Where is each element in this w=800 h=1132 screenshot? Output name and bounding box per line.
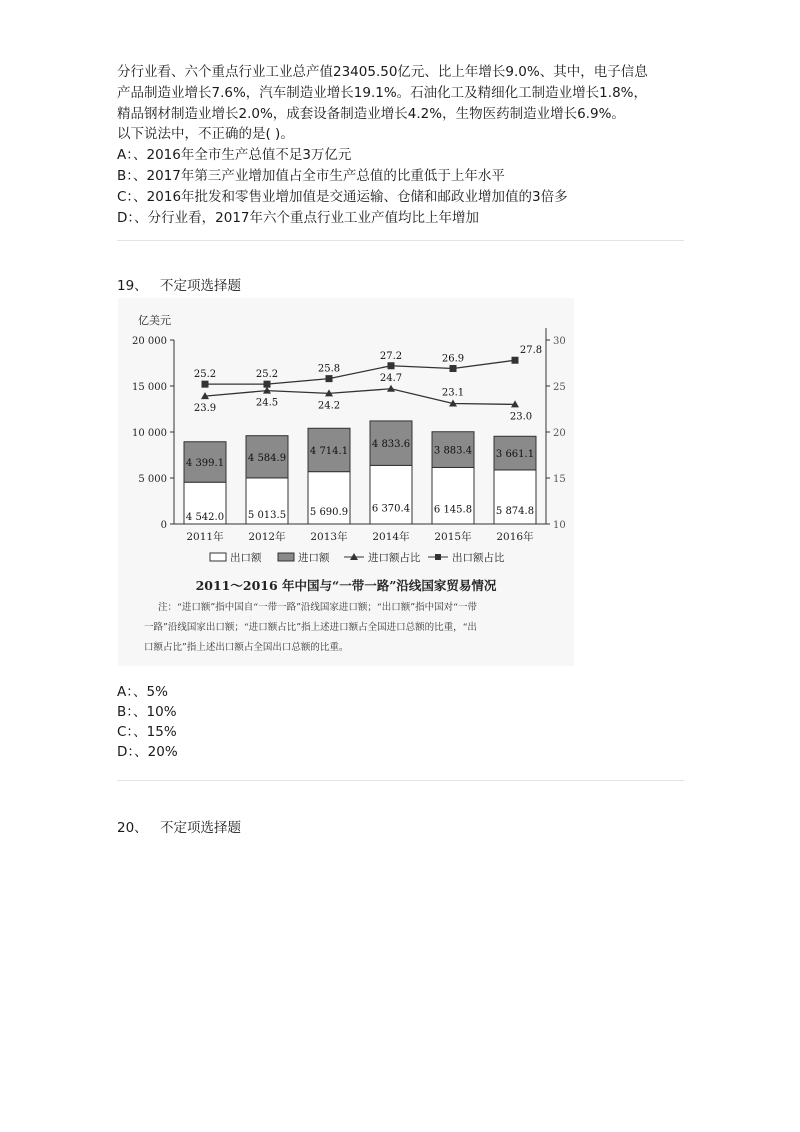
legend-swatch-export <box>210 553 226 561</box>
label-export-share: 23.9 <box>193 403 217 415</box>
label-import-share: 26.9 <box>441 353 465 365</box>
label-import-share: 25.8 <box>317 363 341 375</box>
chart-title: 2011～2016 年中国与“一带一路”沿线国家贸易情况 <box>195 578 497 593</box>
legend-export-share: 出口额占比 <box>452 552 505 564</box>
q19-option-d[interactable]: D：、20% <box>117 744 178 760</box>
y-unit-label: 亿美元 <box>138 314 171 327</box>
x-tick-label: 2012年 <box>248 531 286 543</box>
line-import-share <box>205 360 515 384</box>
legend-import: 进口额 <box>298 552 330 564</box>
chart-note-line-1: 注：“进口额”指中国自“一带一路”沿线国家进口额；“出口额”指中国对“一带 <box>158 602 477 613</box>
q20-type: 不定项选择题 <box>159 820 241 836</box>
q19-header <box>117 276 241 296</box>
q18-option-d[interactable]: D：、分行业看，2017年六个重点行业工业产值均比上年增加 <box>117 210 480 226</box>
y-tick-label: 0 <box>160 520 167 531</box>
label-export-share: 24.2 <box>317 400 341 412</box>
y2-tick-label: 10 <box>553 520 566 531</box>
q19-option-a[interactable]: A：、5% <box>117 684 168 700</box>
label-import-share: 25.2 <box>255 369 279 381</box>
bar-import-label: 4 584.9 <box>247 452 287 464</box>
label-export-share: 23.0 <box>509 411 533 423</box>
marker-import-share <box>202 381 209 388</box>
chart-note-line-2: 一路”沿线国家出口额；“进口额占比”指上述进口额占全国进口总额的比重，“出 <box>144 622 477 633</box>
legend-marker-square <box>435 554 441 560</box>
bar-export-label: 5 013.5 <box>247 509 287 521</box>
bar-import-label: 4 399.1 <box>185 457 225 469</box>
q20-header <box>117 818 241 838</box>
marker-import-share <box>326 375 333 382</box>
q18-option-a[interactable]: A：、2016年全市生产总值不足3万亿元 <box>117 147 352 163</box>
marker-export-share <box>387 385 395 392</box>
y-tick-label: 15 000 <box>132 382 167 393</box>
legend-swatch-import <box>278 553 294 561</box>
bar-import-label: 3 661.1 <box>495 449 535 461</box>
legend <box>210 551 505 564</box>
bar-export <box>370 465 412 524</box>
chart-note-line-3: 口额占比”指上述出口额占全国出口总额的比重。 <box>144 642 349 653</box>
q18-question: 以下说法中，不正确的是( )。 <box>117 126 294 142</box>
y-tick-label: 5 000 <box>138 474 167 485</box>
label-export-share: 24.7 <box>379 372 403 384</box>
q19-option-c[interactable]: C：、15% <box>117 724 177 740</box>
marker-import-share <box>512 357 519 364</box>
x-tick-label: 2011年 <box>186 531 224 543</box>
bar-export-label: 6 145.8 <box>433 504 473 516</box>
q19-option-b[interactable]: B：、10% <box>117 704 177 720</box>
label-import-share: 27.8 <box>519 345 543 357</box>
q18-paragraph-line-3: 精品钢材制造业增长2.0%，成套设备制造业增长4.2%，生物医药制造业增长6.9%。 <box>117 106 625 122</box>
bar-export-label: 4 542.0 <box>185 512 225 524</box>
y2-tick-label: 30 <box>553 336 566 347</box>
legend-import-share: 进口额占比 <box>368 552 421 564</box>
bar-export-label: 6 370.4 <box>371 503 411 515</box>
marker-import-share <box>388 362 395 369</box>
label-import-share: 27.2 <box>379 350 403 362</box>
bar-import-label: 4 714.1 <box>309 445 349 457</box>
label-export-share: 24.5 <box>255 397 279 409</box>
legend-export: 出口额 <box>230 552 262 564</box>
trade-chart <box>118 298 574 666</box>
x-tick-label: 2016年 <box>496 531 534 543</box>
bar-import-label: 3 883.4 <box>433 445 473 457</box>
q18-paragraph-line-1: 分行业看、六个重点行业工业总产值23405.50亿元、比上年增长9.0%、其中，电子信息 <box>117 64 648 80</box>
x-tick-label: 2014年 <box>372 531 410 543</box>
bar-export-label: 5 874.8 <box>495 505 535 517</box>
y2-tick-label: 15 <box>553 474 566 485</box>
bar-import-label: 4 833.6 <box>371 439 411 451</box>
separator <box>117 240 684 241</box>
x-tick-label: 2015年 <box>434 531 472 543</box>
y-tick-label: 10 000 <box>132 428 167 439</box>
q19-type: 不定项选择题 <box>159 278 241 294</box>
separator <box>117 780 684 781</box>
q18-paragraph-line-2: 产品制造业增长7.6%，汽车制造业增长19.1%。石油化工及精细化工制造业增长1.8%， <box>117 85 647 101</box>
x-tick-label: 2013年 <box>310 531 348 543</box>
y2-tick-label: 25 <box>553 382 566 393</box>
q18-option-b[interactable]: B：、2017年第三产业增加值占全市生产总值的比重低于上年水平 <box>117 168 505 184</box>
q19-number: 19、 <box>117 278 148 294</box>
y2-tick-label: 20 <box>553 428 566 439</box>
bar-export-label: 5 690.9 <box>309 506 349 518</box>
marker-import-share <box>450 365 457 372</box>
q20-number: 20、 <box>117 820 148 836</box>
trade-chart-svg <box>118 298 574 666</box>
label-export-share: 23.1 <box>441 387 465 399</box>
line-export-share <box>205 389 515 405</box>
y-tick-label: 20 000 <box>132 336 167 347</box>
q18-option-c[interactable]: C：、2016年批发和零售业增加值是交通运输、仓储和邮政业增加值的3倍多 <box>117 189 568 205</box>
label-import-share: 25.2 <box>193 369 217 381</box>
